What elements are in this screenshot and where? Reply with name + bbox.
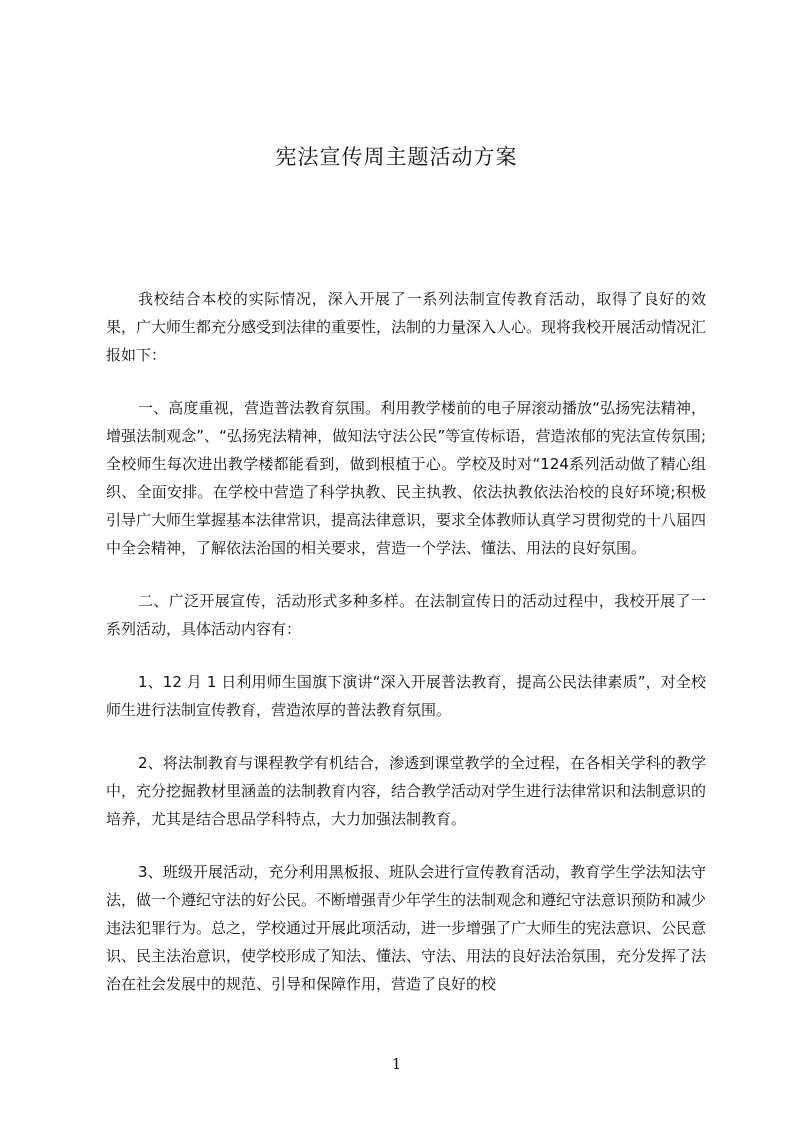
paragraph-item-three: 3、班级开展活动，充分利用黑板报、班队会进行宣传教育活动，教育学生学法知法守法，做一个遵纪守法的好公民。不断增强青少年学生的法制观念和遵纪守法意识预防和减少违法犯罪行为。总之，学校通过开展此项活动，进一步增强了广大师生的宪法意识、公民意识、民主法治意识，使学校形成了知法、懂法、守法、用法的良好法治氛围，充分发挥了法治在社会发展中的规范、引导和保障作用，营造了良好的校 <box>106 863 707 993</box>
paragraph-section-one: 一、高度重视，营造普法教育氛围。利用教学楼前的电子屏滚动播放“弘扬宪法精神，增强法制观念”、“弘扬宪法精神，做知法守法公民”等宣传标语，营造浓郁的宪法宣传氛围;全校师生每次进出教学楼都能看到，做到根植于心。学校及时对“124系列活动做了精心组织、全面安排。在学校中营造了科学执教、民主执教、依法执教依法治校的良好环境;积极引导广大师生掌握基本法律常识，提高法律意识，要求全体教师认真学习贯彻党的十八届四中全会精神，了解依法治国的相关要求，营造一个学法、懂法、用法的良好氛围。 <box>106 399 707 557</box>
paragraph-item-one: 1、12 月 1 日利用师生国旗下演讲“深入开展普法教育，提高公民法律素质”，对全校师生进行法制宣传教育，营造浓厚的普法教育氛围。 <box>106 673 706 719</box>
document-body <box>106 285 706 1023</box>
paragraph-item-two: 2、将法制教育与课程教学有机结合，渗透到课堂教学的全过程，在各相关学科的教学中，充分挖掘教材里涵盖的法制教育内容，结合教学活动对学生进行法律常识和法制意识的培养，尤其是结合思品学科特点，大力加强法制教育。 <box>106 754 707 828</box>
paragraph-section-two: 二、广泛开展宣传，活动形式多种多样。在法制宣传日的活动过程中，我校开展了一系列活动，具体活动内容有： <box>106 592 706 638</box>
document-title: 宪法宣传周主题活动方案 <box>275 145 518 169</box>
paragraph-intro: 我校结合本校的实际情况，深入开展了一系列法制宣传教育活动，取得了良好的效果，广大师生都充分感受到法律的重要性，法制的力量深入人心。现将我校开展活动情况汇报如下： <box>106 290 707 364</box>
page-number: 1 <box>391 1055 402 1073</box>
